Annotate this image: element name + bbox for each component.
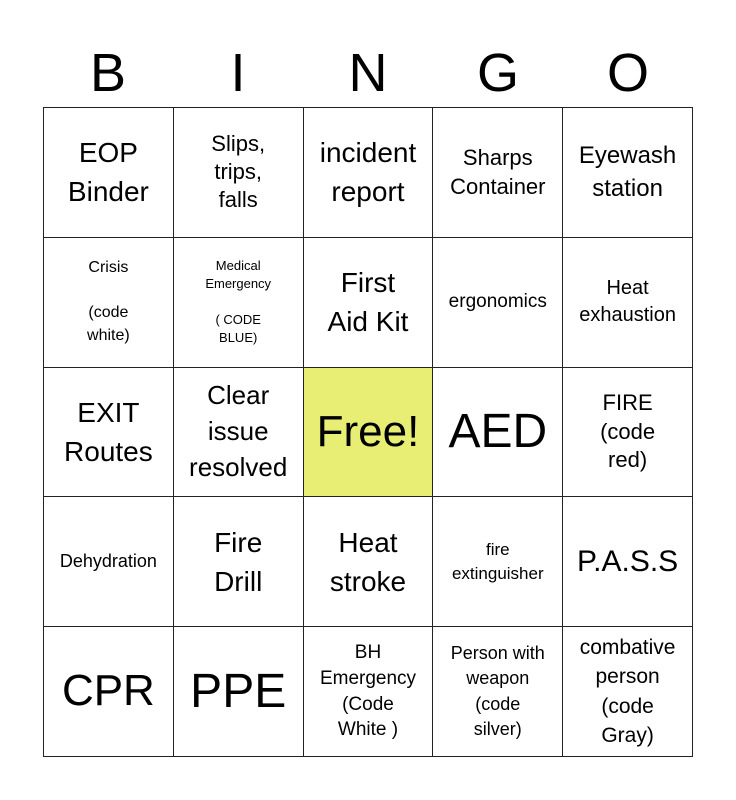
bingo-cell-label: PPE <box>190 664 287 718</box>
bingo-cell[interactable] <box>304 627 434 757</box>
bingo-cell-label: Eyewash station <box>578 142 677 203</box>
header-letter-o: O <box>606 43 649 103</box>
bingo-cell[interactable] <box>44 108 174 238</box>
bingo-cell[interactable] <box>174 627 304 757</box>
bingo-cell[interactable] <box>44 497 174 627</box>
bingo-cell-label: Clear issue resolved <box>189 380 288 482</box>
bingo-header <box>43 40 693 106</box>
bingo-cell[interactable] <box>174 368 304 498</box>
bingo-cell-label: BH Emergency (Code White ) <box>319 642 417 741</box>
bingo-cell-label: AED <box>448 405 548 459</box>
bingo-cell-label: Dehydration <box>59 551 157 572</box>
bingo-cell[interactable] <box>174 108 304 238</box>
bingo-cell-label: Heat stroke <box>329 526 407 597</box>
bingo-card-grid <box>43 107 693 757</box>
bingo-cell[interactable] <box>563 108 693 238</box>
bingo-cell-label: Heat exhaustion <box>579 277 676 327</box>
bingo-cell-label: Fire Drill <box>214 526 263 597</box>
bingo-cell-label: EXIT Routes <box>64 396 153 467</box>
bingo-cell-label: incident report <box>319 137 417 208</box>
bingo-cell[interactable] <box>174 497 304 627</box>
bingo-cell-label: EOP Binder <box>67 137 149 208</box>
bingo-cell[interactable] <box>174 238 304 368</box>
bingo-cell[interactable] <box>563 368 693 498</box>
bingo-cell-label: P.A.S.S <box>577 545 679 579</box>
bingo-cell-label: CPR <box>61 666 155 716</box>
bingo-cell[interactable] <box>44 627 174 757</box>
bingo-cell[interactable] <box>563 238 693 368</box>
bingo-cell-label: ergonomics <box>448 290 547 312</box>
bingo-cell-label: combative person (code Gray) <box>579 635 676 747</box>
bingo-cell[interactable] <box>433 238 563 368</box>
bingo-cell[interactable] <box>563 627 693 757</box>
bingo-cell-label: Sharps Container <box>450 144 546 200</box>
bingo-cell[interactable] <box>44 368 174 498</box>
bingo-cell-label: fire extinguisher <box>451 539 544 583</box>
bingo-cell[interactable] <box>304 238 434 368</box>
header-letter-b: B <box>89 43 127 103</box>
bingo-cell-label: Person with weapon (code silver) <box>450 643 545 739</box>
bingo-cell[interactable] <box>304 497 434 627</box>
bingo-cell[interactable] <box>433 108 563 238</box>
header-letter-g: G <box>476 43 519 103</box>
header-letter-i: I <box>230 43 246 103</box>
bingo-cell[interactable] <box>433 368 563 498</box>
bingo-cell[interactable] <box>44 238 174 368</box>
bingo-cell-label: Crisis (code white) <box>87 259 130 344</box>
bingo-cell[interactable] <box>433 627 563 757</box>
header-letter-n: N <box>348 43 388 103</box>
bingo-cell[interactable] <box>563 497 693 627</box>
bingo-cell[interactable] <box>304 108 434 238</box>
free-space-cell[interactable] <box>304 368 434 498</box>
bingo-cell-label: Free! <box>316 406 420 456</box>
bingo-cell-label: Medical Emergency ( CODE BLUE) <box>205 257 272 346</box>
bingo-cell-label: First Aid Kit <box>327 267 409 338</box>
bingo-cell-label: Slips, trips, falls <box>211 131 266 213</box>
bingo-cell-label: FIRE (code red) <box>600 390 656 473</box>
bingo-cell[interactable] <box>433 497 563 627</box>
